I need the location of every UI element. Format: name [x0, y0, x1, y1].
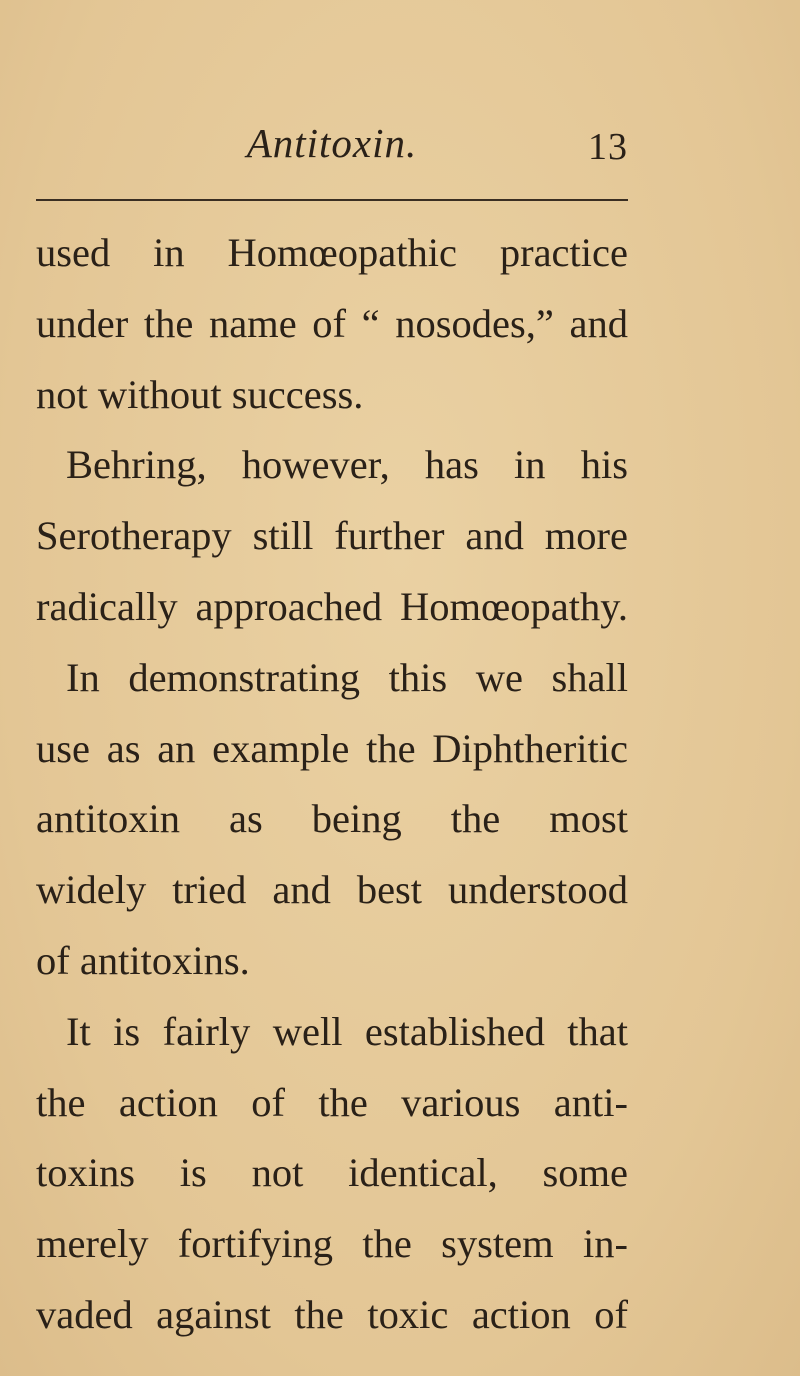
text-line: radically approached Homœopathy. — [36, 583, 628, 629]
running-head — [36, 118, 628, 168]
text-line: widely tried and best understood — [36, 867, 628, 913]
text-line: In demonstrating this we shall — [66, 654, 628, 700]
text-line: the action of the various anti- — [36, 1079, 628, 1125]
text-line: used in Homœopathic practice — [36, 230, 628, 275]
header-rule — [36, 199, 628, 201]
text-line: under the name of “ nosodes,” and — [36, 300, 628, 346]
text-line: It is fairly well established that — [66, 1008, 628, 1054]
text-line: of antitoxins. — [36, 937, 250, 983]
text-line: Serotherapy still further and more — [36, 513, 628, 559]
body-text — [36, 218, 628, 1351]
text-line: not without success. — [36, 371, 364, 417]
page-number: 13 — [588, 126, 628, 168]
text-line: use as an example the Diphtheritic — [36, 725, 628, 771]
text-line: merely fortifying the system in- — [36, 1221, 628, 1267]
text-line: Behring, however, has in his — [66, 442, 628, 488]
text-line: antitoxin as being the most — [36, 796, 628, 842]
text-line: toxins is not identical, some — [36, 1150, 628, 1196]
running-title: Antitoxin. — [246, 120, 418, 166]
text-line: vaded against the toxic action of — [36, 1291, 628, 1337]
